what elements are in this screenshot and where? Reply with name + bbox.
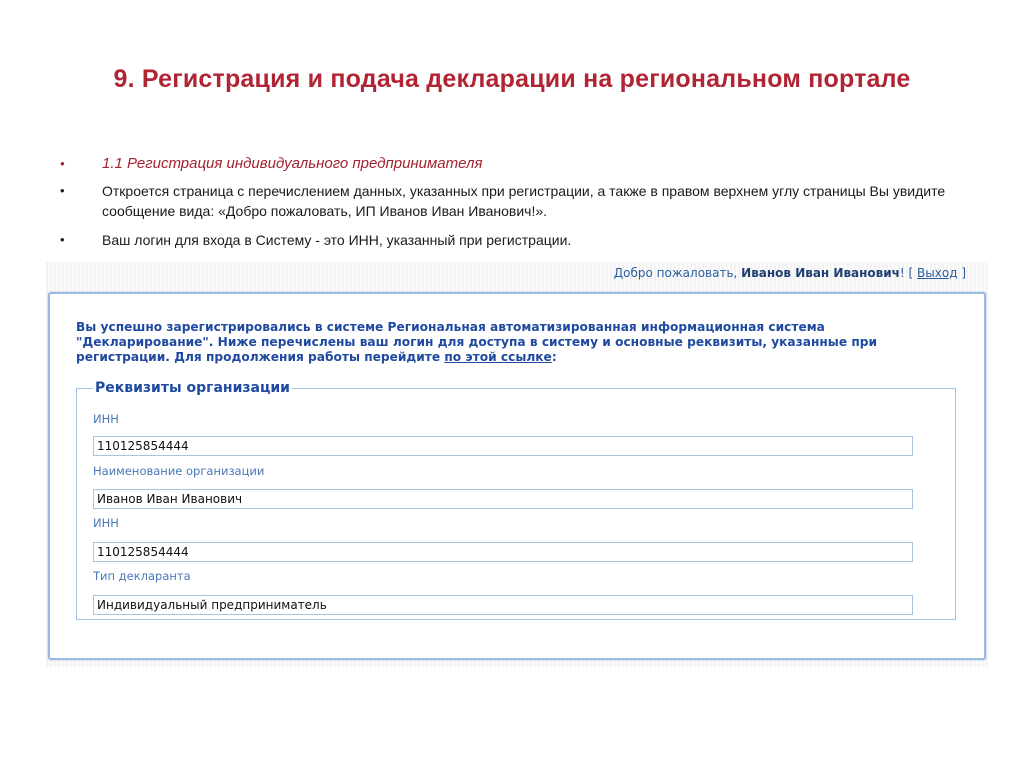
inn-label: ИНН (93, 412, 119, 426)
declarant-type-field[interactable] (93, 595, 913, 615)
declarant-type-label: Тип декларанта (93, 569, 191, 583)
welcome-suffix: ! [ (899, 266, 918, 280)
welcome-prefix: Добро пожаловать, (613, 266, 742, 280)
org-name-field[interactable] (93, 489, 913, 509)
bullet-text: Ваш логин для входа в Систему - это ИНН, указанный при регистрации. (102, 232, 572, 248)
bullet-item (60, 230, 960, 250)
success-message-text: Вы успешно зарегистрировались в системе Региональная автоматизированная информационная система "Декларирование". Ниже перечислены ваш логин для доступа в систему и основные реквизиты, указанные при регистрации. Для продолжения работы перейдите (76, 320, 878, 364)
org-name-label: Наименование организации (93, 464, 265, 478)
bullet-subheading (60, 154, 960, 174)
welcome-message (614, 266, 966, 280)
success-message (76, 320, 936, 365)
logout-link[interactable]: Выход (917, 266, 958, 280)
user-name: Иванов Иван Иванович (741, 266, 900, 280)
success-message-end: : (551, 350, 557, 364)
slide-title: 9. Регистрация и подача декларации на региональном портале (113, 65, 911, 93)
registration-panel (48, 292, 986, 660)
fieldset-title: Реквизиты организации (95, 380, 290, 396)
continue-link[interactable]: по этой ссылке (444, 350, 552, 364)
bullet-marker: • (60, 183, 65, 198)
inn-field-2[interactable] (93, 542, 913, 562)
portal-screenshot (46, 262, 988, 667)
bracket-close: ] (957, 266, 966, 280)
requisites-fieldset (76, 380, 956, 620)
bullet-list (60, 154, 960, 259)
bullet-text: 1.1 Регистрация индивидуального предпринимателя (102, 155, 483, 172)
bullet-marker: • (60, 232, 65, 247)
inn-label-2: ИНН (93, 516, 119, 530)
bullet-text: Откроется страница с перечислением данных, указанных при регистрации, а также в правом верхнем углу страницы Вы увидите сообщение вида: «Добро пожаловать, ИП Иванов Иван Иванович!». (102, 183, 946, 219)
bullet-marker: • (60, 156, 65, 171)
bullet-item (60, 181, 960, 221)
inn-field[interactable] (93, 436, 913, 456)
